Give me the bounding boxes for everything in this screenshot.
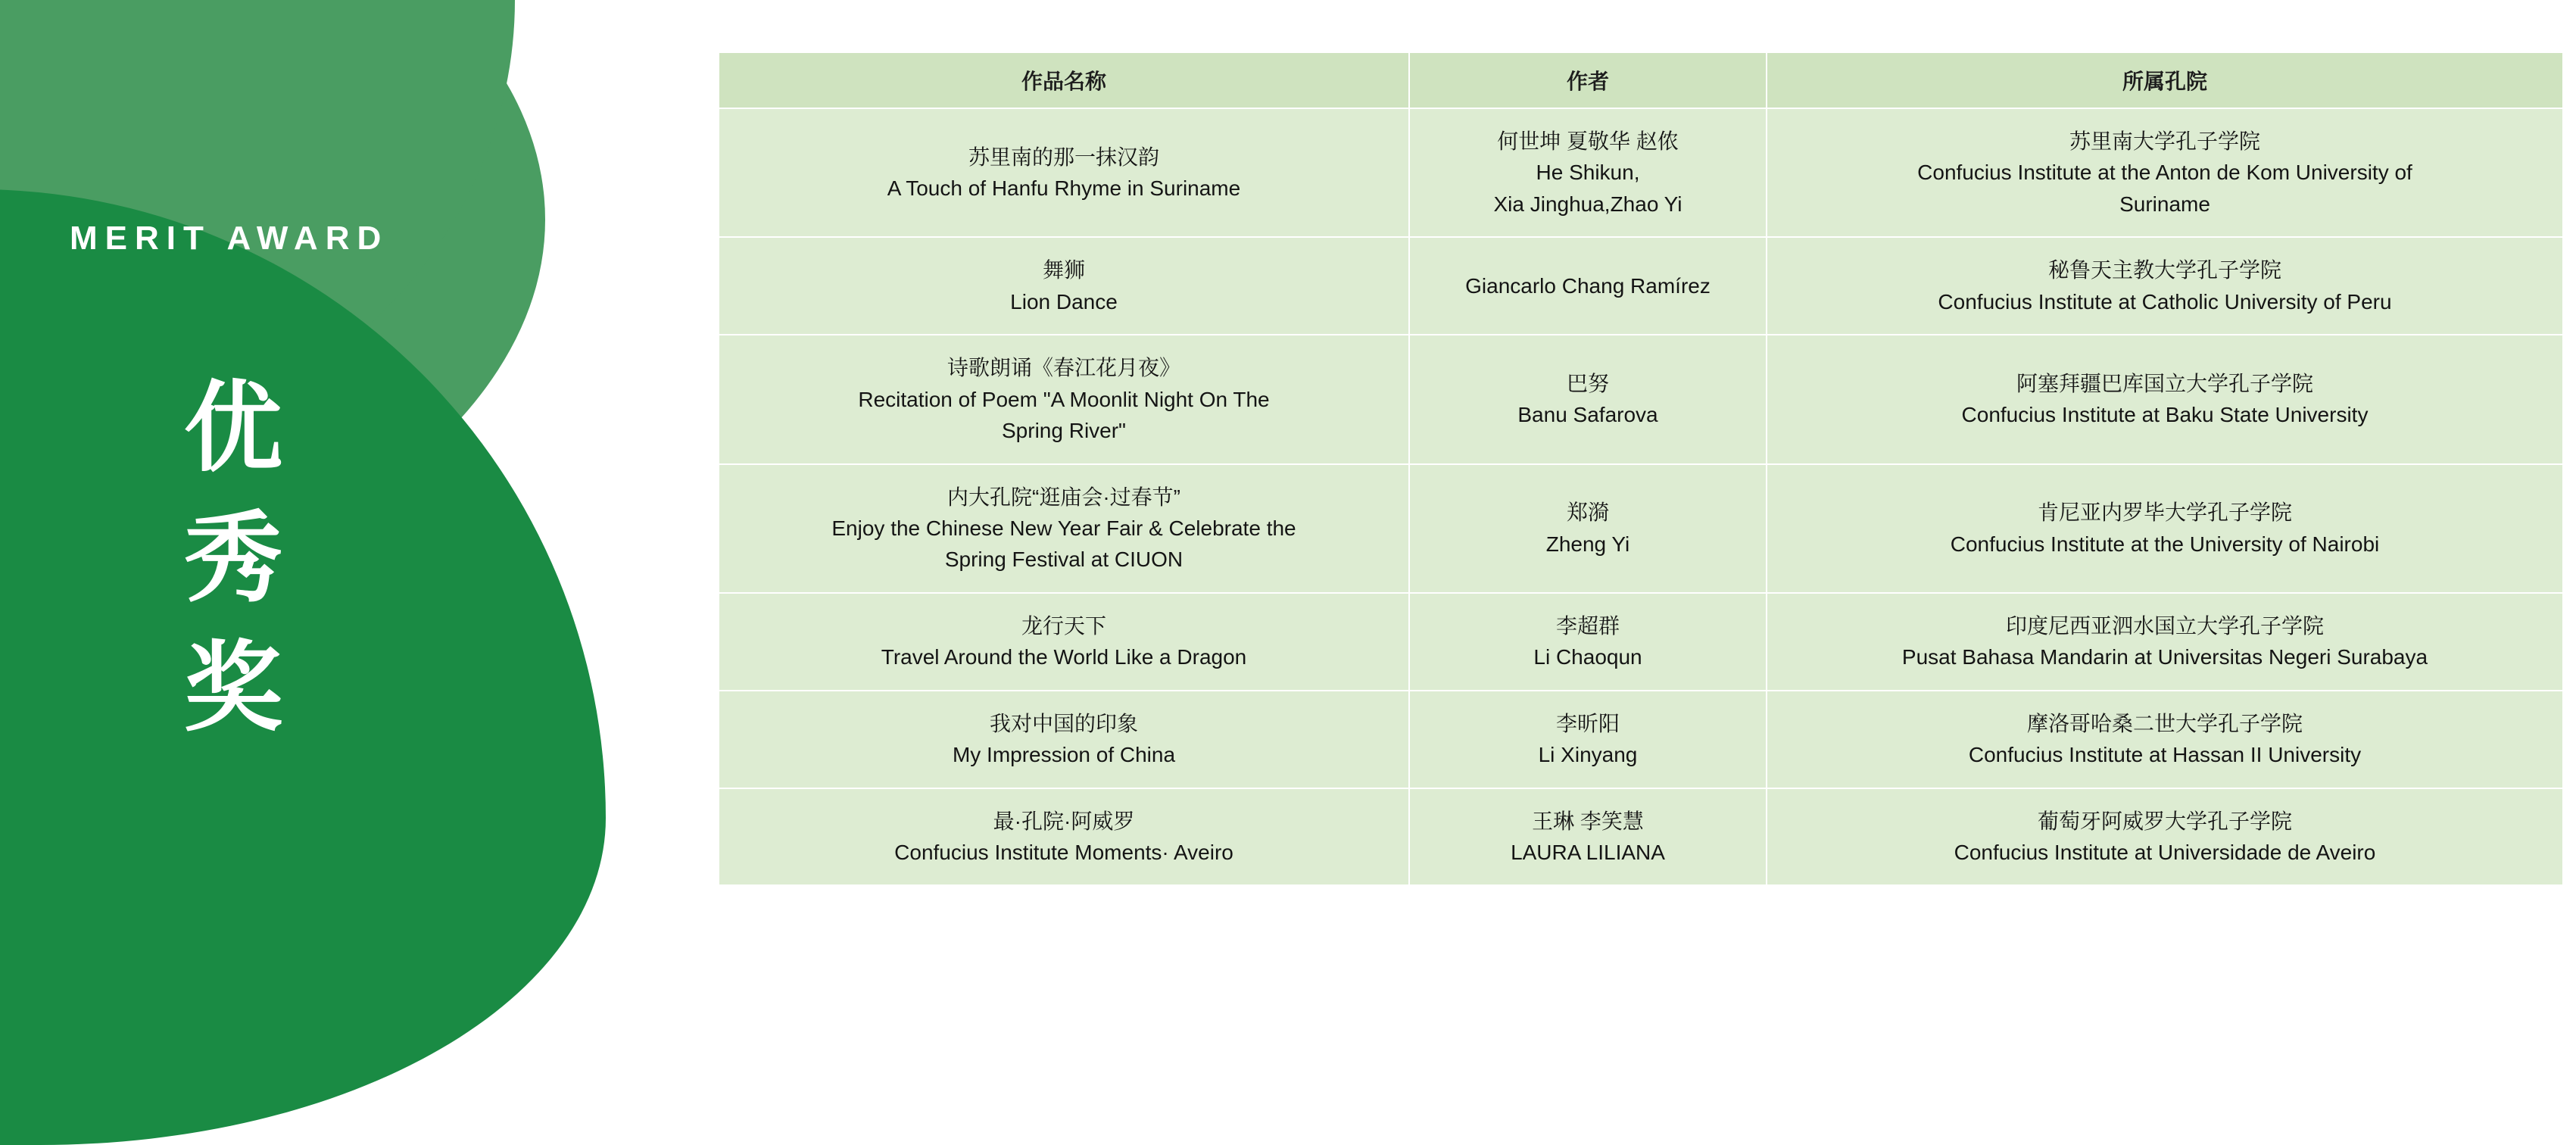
cell-line: 郑漪 bbox=[1566, 501, 1609, 525]
column-header-author: 作者 bbox=[1409, 52, 1767, 108]
cell-line: 肯尼亚内罗毕大学孔子学院 bbox=[2037, 501, 2292, 525]
table-cell-work bbox=[719, 237, 1409, 335]
cell-line: 我对中国的印象 bbox=[989, 711, 1138, 735]
merit-award-label: MERIT AWARD bbox=[70, 220, 389, 257]
award-table-container bbox=[718, 51, 2512, 886]
cell-line: 李超群 bbox=[1555, 613, 1620, 638]
column-header-work: 作品名称 bbox=[719, 52, 1409, 108]
merit-cn-char-2: 秀 bbox=[183, 502, 285, 613]
table-row bbox=[719, 335, 2563, 463]
cell-line: 苏里南大学孔子学院 bbox=[2069, 129, 2260, 153]
cell-line: Li Xinyang bbox=[1538, 743, 1638, 767]
table-cell-work bbox=[719, 788, 1409, 886]
cell-line: 印度尼西亚泗水国立大学孔子学院 bbox=[2005, 613, 2324, 638]
cell-line: LAURA LILIANA bbox=[1511, 841, 1665, 864]
cell-line: 摩洛哥哈桑二世大学孔子学院 bbox=[2026, 711, 2303, 735]
table-row bbox=[719, 593, 2563, 691]
cell-line: He Shikun, bbox=[1536, 161, 1640, 185]
cell-line: Confucius Institute at the University of Nairobi bbox=[1950, 532, 2380, 556]
cell-line: Confucius Institute at the Anton de Kom University of bbox=[1917, 161, 2412, 185]
cell-line: Li Chaoqun bbox=[1533, 645, 1642, 669]
table-cell-institute bbox=[1767, 593, 2563, 691]
table-cell-institute bbox=[1767, 108, 2563, 237]
cell-line: 龙行天下 bbox=[1021, 613, 1106, 638]
cell-line: Spring River" bbox=[1002, 419, 1126, 443]
table-cell-author bbox=[1409, 237, 1767, 335]
cell-line: 阿塞拜疆巴库国立大学孔子学院 bbox=[2016, 371, 2313, 395]
cell-line: 秘鲁天主教大学孔子学院 bbox=[2047, 258, 2281, 282]
cell-line: Confucius Institute Moments· Aveiro bbox=[894, 841, 1233, 864]
table-cell-author bbox=[1409, 788, 1767, 886]
table-cell-institute bbox=[1767, 788, 2563, 886]
cell-line: 何世坤 夏敬华 赵侬 bbox=[1497, 129, 1679, 153]
cell-line: 苏里南的那一抹汉韵 bbox=[968, 145, 1159, 169]
table-cell-work bbox=[719, 691, 1409, 788]
cell-line: Travel Around the World Like a Dragon bbox=[881, 645, 1247, 669]
cell-line: 王琳 李笑慧 bbox=[1532, 809, 1644, 833]
cell-line: 诗歌朗诵《春江花月夜》 bbox=[947, 356, 1180, 380]
table-cell-author bbox=[1409, 335, 1767, 463]
table-row bbox=[719, 108, 2563, 237]
table-row bbox=[719, 237, 2563, 335]
left-decorative-panel bbox=[0, 0, 666, 1145]
table-cell-institute bbox=[1767, 464, 2563, 593]
cell-line: 葡萄牙阿威罗大学孔子学院 bbox=[2037, 809, 2292, 833]
table-cell-author bbox=[1409, 691, 1767, 788]
merit-cn-char-1: 优 bbox=[183, 373, 285, 483]
cell-line: 李昕阳 bbox=[1555, 711, 1620, 735]
cell-line: Zheng Yi bbox=[1545, 532, 1630, 556]
table-header-row bbox=[719, 52, 2563, 108]
cell-line: Confucius Institute at Catholic University of Peru bbox=[1938, 289, 2392, 314]
cell-line: Pusat Bahasa Mandarin at Universitas Negeri Surabaya bbox=[1901, 645, 2428, 669]
cell-line: Banu Safarova bbox=[1517, 403, 1658, 427]
table-cell-work bbox=[719, 335, 1409, 463]
table-cell-institute bbox=[1767, 691, 2563, 788]
merit-award-chinese-title bbox=[174, 363, 295, 753]
cell-line: Lion Dance bbox=[1010, 289, 1118, 314]
cell-line: 巴努 bbox=[1566, 371, 1609, 395]
cell-line: Suriname bbox=[2119, 192, 2210, 216]
cell-line: Giancarlo Chang Ramírez bbox=[1465, 274, 1711, 298]
table-cell-work bbox=[719, 108, 1409, 237]
table-cell-author bbox=[1409, 593, 1767, 691]
cell-line: Spring Festival at CIUON bbox=[944, 548, 1184, 572]
table-row bbox=[719, 788, 2563, 886]
cell-line: My Impression of China bbox=[952, 743, 1176, 767]
merit-cn-char-3: 奖 bbox=[183, 632, 285, 744]
cell-line: Confucius Institute at Universidade de Aveiro bbox=[1954, 841, 2376, 864]
table-body bbox=[719, 108, 2563, 885]
table-cell-institute bbox=[1767, 335, 2563, 463]
cell-line: Confucius Institute at Hassan II University bbox=[1968, 743, 2362, 767]
cell-line: 最·孔院·阿威罗 bbox=[993, 809, 1135, 833]
table-cell-work bbox=[719, 593, 1409, 691]
cell-line: 内大孔院“逛庙会·过春节” bbox=[947, 485, 1180, 509]
table-row bbox=[719, 464, 2563, 593]
cell-line: Confucius Institute at Baku State University bbox=[1961, 403, 2369, 427]
cell-line: Recitation of Poem "A Moonlit Night On The bbox=[858, 387, 1270, 411]
table-cell-institute bbox=[1767, 237, 2563, 335]
cell-line: 舞狮 bbox=[1042, 258, 1085, 282]
cell-line: A Touch of Hanfu Rhyme in Suriname bbox=[887, 176, 1241, 201]
cell-line: Enjoy the Chinese New Year Fair & Celebrate the bbox=[831, 516, 1296, 540]
table-cell-author bbox=[1409, 108, 1767, 237]
table-cell-author bbox=[1409, 464, 1767, 593]
column-header-institute: 所属孔院 bbox=[1767, 52, 2563, 108]
table-row bbox=[719, 691, 2563, 788]
award-table bbox=[718, 51, 2564, 886]
table-cell-work bbox=[719, 464, 1409, 593]
table-header bbox=[719, 52, 2563, 108]
cell-line: Xia Jinghua,Zhao Yi bbox=[1493, 192, 1683, 216]
